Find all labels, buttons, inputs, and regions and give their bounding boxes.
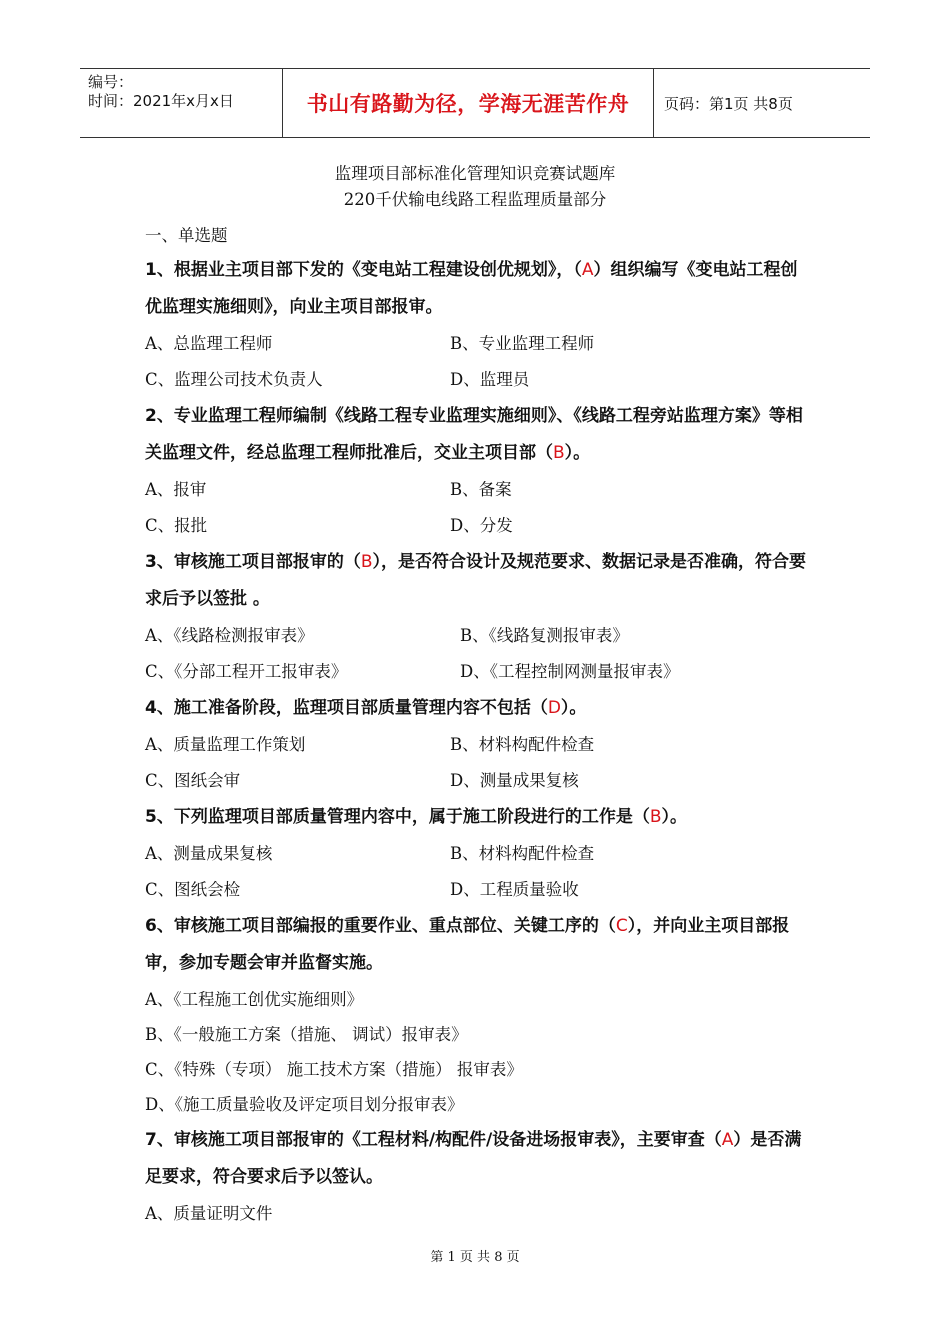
question-text: 5、下列监理项目部质量管理内容中，属于施工阶段进行的工作是（: [145, 807, 650, 827]
question-text: ），并向业主项目部报审，参加专题会审并监督实施。: [145, 916, 790, 973]
option-a: A、报审: [145, 480, 207, 499]
option-b: B、专业监理工程师: [450, 334, 595, 353]
question-6: [145, 908, 810, 982]
options-row: [145, 763, 810, 799]
question-text: 2、专业监理工程师编制《线路工程专业监理实施细则》、《线路工程旁站监理方案》等相关监理文件，经总监理工程师批准后，交业主项目部（: [145, 406, 803, 463]
answer-mark: D: [547, 698, 561, 718]
question-text: 6、审核施工项目部编报的重要作业、重点部位、关键工序的（: [145, 916, 616, 936]
page-footer: 第 1 页 共 8 页: [430, 1250, 520, 1265]
document-subtitle: 220千伏输电线路工程监理质量部分: [343, 190, 607, 209]
option-c: C、图纸会检: [145, 880, 241, 899]
answer-mark: B: [649, 807, 662, 827]
document-title: 监理项目部标准化管理知识竞赛试题库: [334, 164, 616, 183]
question-text: 4、施工准备阶段，监理项目部质量管理内容不包括（: [145, 698, 548, 718]
answer-mark: A: [721, 1130, 734, 1150]
options-row: [145, 326, 810, 362]
question-text: ）组织编写《变电站工程创优监理实施细则》，向业主项目部报审。: [145, 260, 798, 317]
option-c: C、报批: [145, 516, 208, 535]
answer-mark: B: [553, 443, 565, 463]
option-a: A、质量监理工作策划: [145, 735, 306, 754]
question-text: ），是否符合设计及规范要求、数据记录是否准确，符合要求后予以签批 。: [145, 552, 806, 609]
question-text: ）。: [560, 698, 587, 718]
document-number: 编号：: [88, 73, 134, 91]
question-text: 7、审核施工项目部报审的《工程材料/构配件/设备进场报审表》，主要审查（: [145, 1130, 722, 1150]
option-b: B、材料构配件检查: [450, 844, 595, 863]
option-c: C、《分部工程开工报审表》: [145, 662, 348, 681]
option-b: B、材料构配件检查: [450, 735, 595, 754]
option-a: A、质量证明文件: [145, 1204, 273, 1223]
options-row: [145, 472, 810, 508]
question-text: 3、审核施工项目部报审的（: [145, 552, 361, 572]
question-list: [145, 252, 810, 1231]
question-text: ）是否满足要求，符合要求后予以签认。: [145, 1130, 802, 1187]
option-b: B、《线路复测报审表》: [460, 626, 629, 645]
options-row: [145, 836, 810, 872]
answer-mark: C: [615, 916, 628, 936]
options-row: [145, 508, 810, 544]
question-text: ）。: [661, 807, 687, 827]
question-5: [145, 799, 810, 836]
header-info-cell: [80, 69, 282, 137]
options-row: [145, 727, 810, 763]
option-a: A、测量成果复核: [145, 844, 273, 863]
question-3: [145, 544, 810, 618]
answer-mark: A: [581, 260, 594, 280]
options-row: [145, 872, 810, 908]
option-d: D、测量成果复核: [450, 771, 579, 790]
options-row: [145, 362, 810, 398]
motto: 书山有路勤为径，学海无涯苦作舟: [306, 92, 630, 116]
question-1: [145, 252, 810, 326]
option-a: A、《工程施工创优实施细则》: [145, 990, 364, 1009]
option-d: D、分发: [450, 516, 513, 535]
section-heading: 一、单选题: [145, 226, 228, 245]
option-c: C、监理公司技术负责人: [145, 370, 323, 389]
option-a: A、总监理工程师: [145, 334, 273, 353]
answer-mark: B: [360, 552, 373, 572]
question-2: [145, 398, 810, 472]
option-b: B、《一般施工方案（措施、 调试）报审表》: [145, 1025, 468, 1044]
document-date: 时间：2021年x月x日: [88, 92, 234, 110]
page-indicator: 页码：第1页 共8页: [664, 94, 793, 113]
option-d: D、工程质量验收: [450, 880, 579, 899]
question-text: ）。: [564, 443, 591, 463]
option-d: D、监理员: [450, 370, 530, 389]
option-d: D、《工程控制网测量报审表》: [460, 662, 680, 681]
option-c: C、图纸会审: [145, 771, 241, 790]
options-row: [145, 654, 810, 690]
option-d: D、《施工质量验收及评定项目划分报审表》: [145, 1095, 464, 1114]
option-c: C、《特殊（专项） 施工技术方案（措施） 报审表》: [145, 1060, 523, 1079]
header-motto-cell: [282, 69, 654, 137]
header-table: [80, 68, 870, 138]
option-b: B、备案: [450, 480, 512, 499]
options-row: [145, 618, 810, 654]
question-7: [145, 1122, 810, 1196]
option-a: A、《线路检测报审表》: [145, 626, 314, 645]
header-page-cell: [654, 69, 870, 137]
question-text: 1、根据业主项目部下发的《变电站工程建设创优规划》，（: [145, 260, 582, 280]
question-4: [145, 690, 810, 727]
